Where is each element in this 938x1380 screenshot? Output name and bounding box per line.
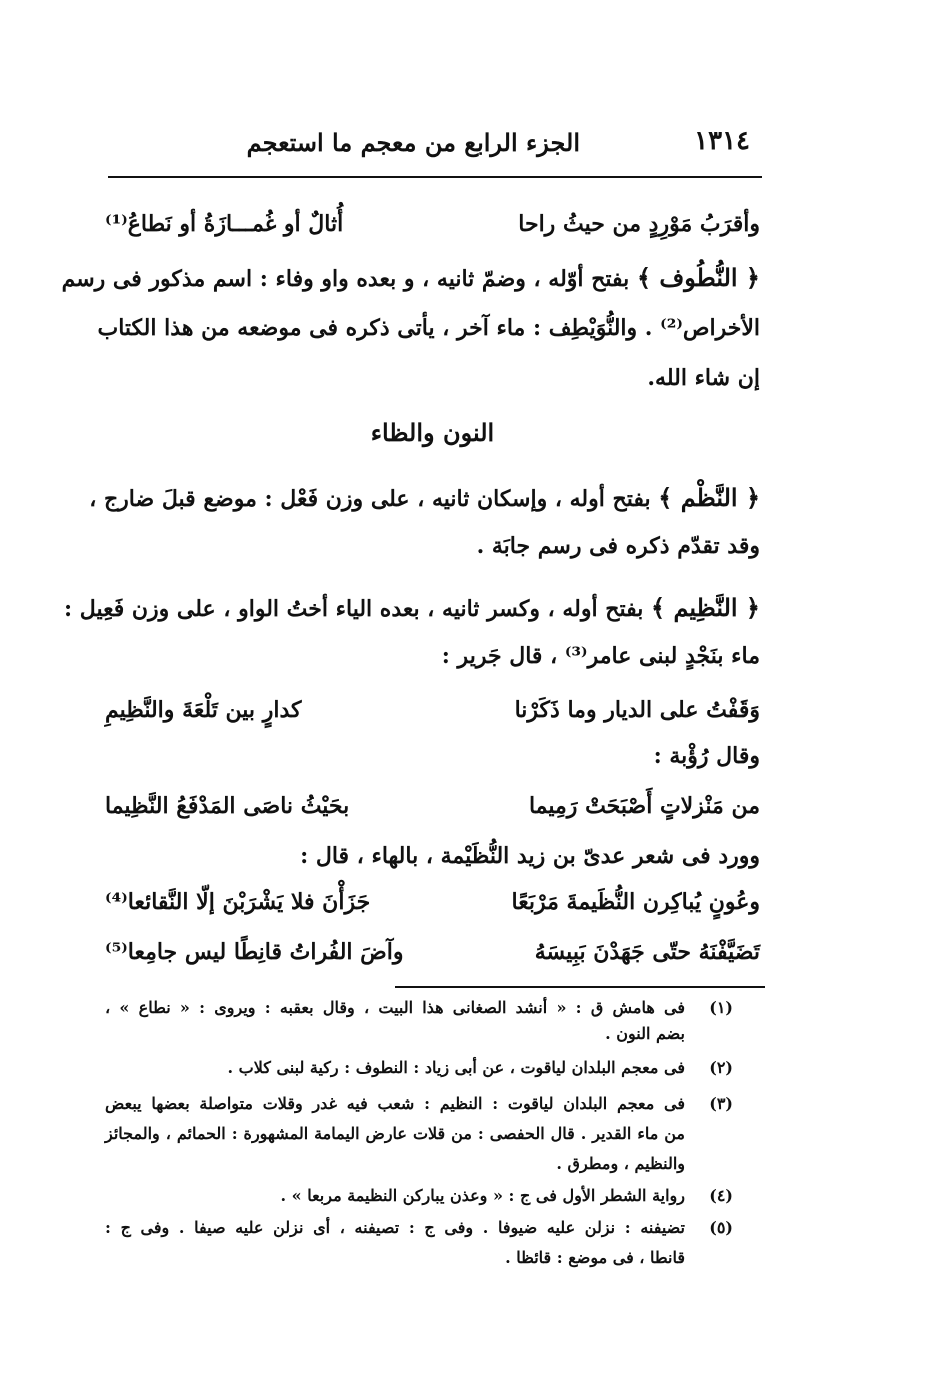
footnote-line: تضيفنه : نزلن عليه ضيوفا . وفى ج : تصيفنه ، أى نزلن عليه صيفا . وفى ج : — [105, 1218, 685, 1237]
header-divider — [108, 176, 762, 178]
footnote-number: (٥) — [709, 1218, 733, 1237]
footnote-line: بضم النون . — [605, 1024, 685, 1043]
entry-line: وقال رُؤْبة : — [653, 743, 760, 769]
verse-first-hemistich: وأقرَبُ مَوْرِدٍ من حيثُ راحا — [518, 211, 760, 237]
entry-line: وورد فى شعر عدىّ بن زيد النُّظَيْمة ، بالهاء ، قال : — [300, 843, 760, 869]
entry-headword: ﴿ النَّظْم ﴾ — [658, 483, 760, 512]
entry-headword: ﴿ النُّطُوف ﴾ — [636, 263, 760, 292]
verse-first-hemistich: من مَنْزلاتٍ أَصْبَحَتْ رَمِيما — [528, 793, 760, 819]
verse-second-hemistich: جَزَأْنَ فلا يَشْرَبْنَ إلّا النَّقائعا⁽⁴⁾ — [105, 889, 371, 915]
footnote-line: فى هامش ق : « أنشد الصغانى هذا البيت ، وقال بعقبه : ويروى : « نطاع » ، — [105, 998, 685, 1017]
poem-verse — [105, 938, 760, 978]
footnote-number: (٣) — [709, 1094, 733, 1113]
section-title: النون والظاء — [370, 418, 495, 447]
page-number: ١٣١٤ — [694, 126, 750, 156]
poem-verse — [105, 210, 760, 250]
verse-first-hemistich: وعُونٍ يُباكِرن النُّظَيمةَ مَرْبَعًا — [511, 889, 760, 915]
poem-verse — [105, 888, 760, 928]
entry-text: بفتح أوله ، وكسر ثانيه ، بعده الياء أختُ الواو ، على وزن فَعِيل : — [64, 596, 644, 622]
footnote-divider — [395, 986, 765, 988]
verse-second-hemistich: وآضَ الفُراتُ قانِطًا ليس جامِعا⁽⁵⁾ — [105, 939, 404, 965]
entry-line — [64, 592, 760, 624]
footnote-line: فى معجم البلدان لياقوت ، عن أبى زياد : النطوف : ركية لبنى كلاب . — [227, 1058, 685, 1077]
running-title: الجزء الرابع من معجم ما استعجم — [246, 128, 580, 157]
footnote-line: قانطا ، فى موضع : قائظا . — [505, 1248, 685, 1267]
entry-line — [89, 482, 760, 514]
entry-line: ماء بنَجْدٍ لبنى عامر⁽³⁾ ، قال جَرير : — [441, 643, 760, 669]
verse-second-hemistich: بحَيْثُ ناصَى المَدْفَعُ النَّظِيما — [105, 793, 350, 819]
verse-first-hemistich: وَقَفْتُ على الديار وما ذَكَرْنا — [514, 697, 760, 723]
footnote-number: (٤) — [709, 1186, 733, 1205]
footnote-line: والنظيم ، ومطرق . — [556, 1154, 685, 1173]
running-header — [110, 118, 750, 174]
entry-line: وقد تقدّم ذكره فى رسم جابَة . — [476, 533, 760, 559]
entry-line: إن شاء الله. — [647, 365, 760, 391]
entry-text: بفتح أوّله ، وضمّ ثانيه ، و بعده واو وفاء : اسم مذكور فى رسم — [61, 266, 630, 292]
poem-verse — [105, 792, 760, 832]
verse-second-hemistich: أُثالٌ أو غُمـــازَةُ أو نَطاعُ⁽¹⁾ — [105, 211, 344, 237]
footnote-line: فى معجم البلدان لياقوت : النظيم : شعب فيه غدر وقلات متواصلة بعضها يبعض — [105, 1094, 686, 1113]
verse-second-hemistich: كدارٍ بين تَلْعَةَ والنَّظِيمِ — [105, 697, 302, 723]
footnote-number: (٢) — [709, 1058, 733, 1077]
entry-headword: ﴿ النَّظِيم ﴾ — [651, 593, 760, 622]
verse-first-hemistich: تَضَيَّفْنَهُ حتّى جَهَدْنَ بَبِيسَهُ — [534, 939, 760, 965]
entry-line — [61, 262, 760, 294]
entry-text: بفتح أوله ، وإسكان ثانيه ، على وزن فَعْل : موضع قبلَ ضارج ، — [89, 486, 651, 512]
poem-verse — [105, 696, 760, 736]
footnote-number: (١) — [709, 998, 733, 1017]
footnote-line: رواية الشطر الأول فى ج : « وعذن يباركن النظيمة مربعا » . — [280, 1186, 685, 1205]
footnote-line: من ماء القدير . قال الحفصى : من قلات عارض اليمامة المشهورة : الحمائم ، والمجائز — [105, 1124, 685, 1143]
entry-line: الأخراص⁽²⁾ . والنُّوَيْطِف : ماء آخر ، يأتى ذكره فى موضعه من هذا الكتاب — [97, 315, 760, 341]
